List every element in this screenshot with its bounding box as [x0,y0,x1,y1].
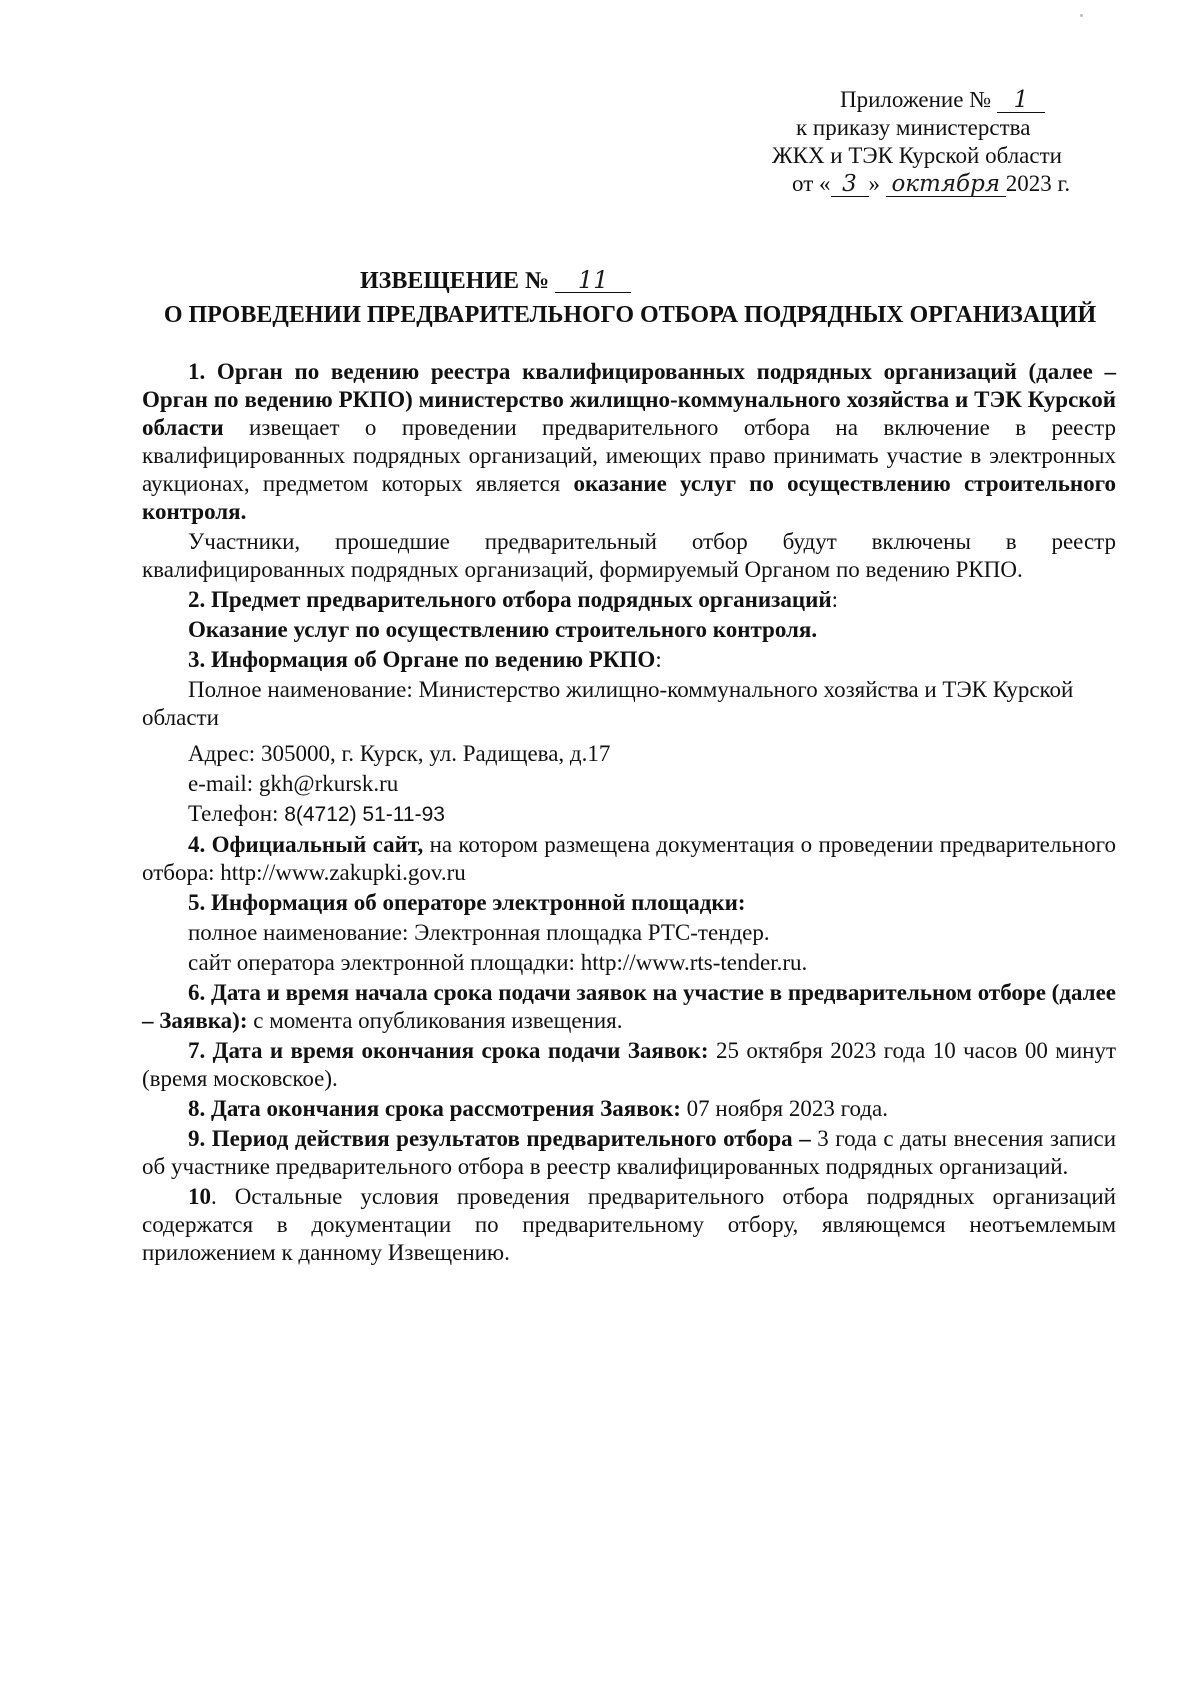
section-2-colon: : [831,587,839,612]
section-7 [142,1037,1116,1093]
scan-speck [1080,14,1083,17]
section-3-phone [142,800,1116,829]
section-9-text: 3 года с даты внесения записи об участнике предварительного отбора в реестр квалифицированных подрядных организаций. [142,1126,1116,1179]
date-month: октября [886,172,1006,197]
section-3-title-text: 3. Информация об Органе по ведению РКПО [188,647,656,672]
section-10 [142,1183,1116,1267]
title-line-1 [150,266,1110,296]
section-3-colon: : [655,647,662,672]
section-6-bold: 6. Дата и время начала срока подачи заявок на участие в предварительном отборе (далее – Заявка): [142,980,1116,1033]
section-2-title [142,586,1116,614]
section-8-text: 07 ноября 2023 года. [680,1096,888,1121]
appendix-number: 1 [997,88,1045,113]
appendix-line-4 [760,170,1120,198]
section-3-address: Адрес: 305000, г. Курск, ул. Радищева, д.17 [188,741,611,766]
date-day: 3 [831,172,869,197]
section-3-title [142,646,1116,674]
phone-label: Телефон: [188,801,285,826]
section-3-email: e-mail: gkh@rkursk.ru [188,771,399,796]
section-7-bold: 7. Дата и время окончания срока подачи Заявок: [188,1038,709,1063]
notice-body [142,358,1116,1267]
section-3-fullname: Полное наименование: Министерство жилищно-коммунального хозяйства и ТЭК Курской области [142,677,1074,730]
section-1-text: извещает о проведении предварительного отбора на включение в реестр квалифицированных подрядных организаций, имеющих право принимать участие в электронных аукционах, предметом которых является [142,415,1116,496]
date-year: 2023 г. [1005,171,1071,196]
section-10-bold: 10 [188,1184,211,1209]
date-prefix: от « [792,171,831,196]
section-5-site: сайт оператора электронной площадки: http://www.rts-tender.ru. [188,950,808,975]
title-line-2: О ПРОВЕДЕНИИ ПРЕДВАРИТЕЛЬНОГО ОТБОРА ПОДРЯДНЫХ ОРГАНИЗАЦИЙ [163,302,1097,328]
section-4-text: на котором размещена документация о проведении предварительного отбора: http://www.zakupki.gov.ru [142,832,1116,885]
section-8-bold: 8. Дата окончания срока рассмотрения Заявок: [188,1096,681,1121]
title-prefix: ИЗВЕЩЕНИЕ № [360,268,550,294]
section-9 [142,1125,1116,1181]
section-4-bold: 4. Официальный сайт, [188,832,424,857]
section-7-text: 25 октября 2023 года 10 часов 00 минут (время московское). [142,1038,1117,1091]
notice-title [150,266,1110,330]
section-5-name: полное наименование: Электронная площадка РТС-тендер. [188,920,770,945]
section-10-text: . Остальные условия проведения предварительного отбора подрядных организаций содержатся в документации по предварительному отбору, являющемся неотъемлемым приложением к данному Извещению. [142,1184,1116,1265]
appendix-line-2: к приказу министерства [796,115,1031,140]
title-number: 11 [555,268,631,293]
section-8 [142,1095,1116,1123]
section-2-text: Оказание услуг по осуществлению строительного контроля. [188,617,818,642]
section-1-paragraph-2: Участники, прошедшие предварительный отбор будут включены в реестр квалифицированных подрядных организаций, формируемый Органом по ведению РКПО. [142,529,1116,582]
section-1-bold2: оказание услуг по осуществлению строительного контроля. [142,471,1116,524]
section-9-bold: 9. Период действия результатов предварительного отбора – [188,1126,811,1151]
appendix-line-3: ЖКХ и ТЭК Курской области [772,143,1062,168]
appendix-label: Приложение № [840,87,992,112]
section-5-title: 5. Информация об операторе электронной площадки: [188,890,746,915]
phone-value: 8(4712) 51-11-93 [284,803,445,826]
section-6 [142,979,1116,1035]
date-mid: » [868,171,880,196]
section-1-bold: 1. Орган по ведению реестра квалифицированных подрядных организаций (далее – Орган по ведению РКПО) министерство жилищно-коммунального хозяйства и ТЭК Курской области [142,359,1116,440]
appendix-header [760,86,1120,198]
appendix-line-1 [760,86,1120,114]
section-2-title-text: 2. Предмет предварительного отбора подрядных организаций [188,587,832,612]
section-4 [142,831,1116,887]
section-1 [142,358,1116,526]
section-6-text: с момента опубликования извещения. [247,1008,623,1033]
